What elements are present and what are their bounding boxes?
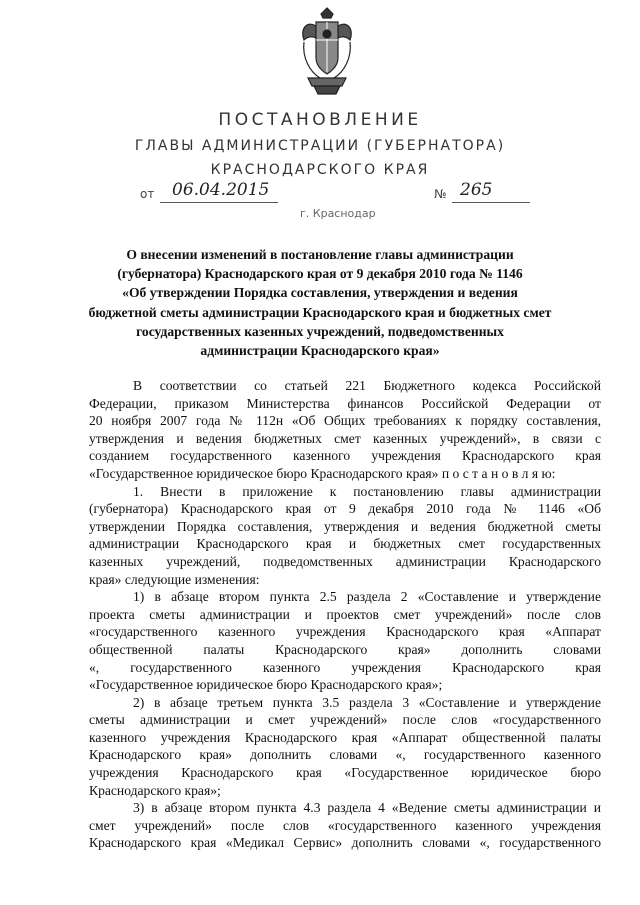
handwritten-date: 06.04.2015 [172,180,270,200]
body-line: учреждения Краснодарского края «Государственное юридическое бюро [89,765,601,781]
body-line: 1) в абзаце втором пункта 2.5 раздела 2 «Составление и утверждение [133,589,601,605]
body-line: 20 ноября 2007 года № 112н «Об Общих требованиях к порядку составления, [89,413,601,429]
body-line: 1. Внести в приложение к постановлению главы администрации [133,483,601,499]
body-line: созданием государственного казенного учреждения Краснодарского края [89,448,601,464]
body-line: смет учреждений» после слов «государственного казенного учреждения [89,817,601,833]
body-line: проекта сметы администрации и проектов смет учреждений» после слов [89,606,601,622]
handwritten-number: 265 [460,180,493,200]
body-line: Краснодарского края «Медикал Сервис» дополнить словами «, государственного [89,835,601,851]
document-type-heading: ПОСТАНОВЛЕНИЕ [218,110,422,130]
body-line: казенных учреждений, подведомственных администрации Краснодарского [89,553,601,569]
body-line: «государственного казенного учреждения Краснодарского края «Аппарат [89,624,601,640]
body-line: утверждения и ведения бюджетных смет казенных учреждений», в связи с [89,430,601,446]
body-line: 3) в абзаце втором пункта 4.3 раздела 4 «Ведение сметы администрации и [133,800,601,816]
body-line: администрации Краснодарского края и бюджетных смет государственных [89,536,601,552]
title-line: (губернатора) Краснодарского края от 9 декабря 2010 года № 1146 [117,266,523,282]
body-line: В соответствии со статьей 221 Бюджетного кодекса Российской [133,378,601,393]
body-line: Федерации, приказом Министерства финансов Российской Федерации от [89,395,601,411]
number-prefix: № [434,187,447,201]
issuing-authority-heading: ГЛАВЫ АДМИНИСТРАЦИИ (ГУБЕРНАТОРА) [134,138,506,154]
body-line: казенного учреждения Краснодарского края «Аппарат общественной палаты [89,729,601,745]
document-title [70,245,570,360]
body-line: утверждении Порядка составления, утверждения и ведения бюджетной сметы [89,518,601,534]
body-line: «, государственного казенного учреждения Краснодарского края [89,659,601,675]
body-line: «Государственное юридическое бюро Краснодарского края» п о с т а н о в л я ю: [89,465,556,481]
date-prefix: от [140,187,155,201]
title-line: администрации Краснодарского края» [200,343,440,359]
body-line: 2) в абзаце третьем пункта 3.5 раздела 3 «Составление и утверждение [133,694,601,710]
region-heading: КРАСНОДАРСКОГО КРАЯ [210,162,430,178]
body-line: общественной палаты Краснодарского края» дополнить словами [89,641,601,657]
body-line: (губернатора) Краснодарского края от 9 декабря 2010 года № 1146 «Об [89,501,601,517]
document-body [89,377,601,852]
body-line: Краснодарского края» дополнить словами «, государственного казенного [89,747,601,763]
body-line: Краснодарского края»; [89,782,221,798]
coat-of-arms-emblem [296,6,358,98]
body-line: края» следующие изменения: [89,571,260,587]
number-underline [452,202,530,203]
date-underline [160,202,278,203]
title-line: О внесении изменений в постановление главы администрации [126,247,514,262]
city-label: г. Краснодар [300,207,376,220]
title-line: бюджетной сметы администрации Краснодарского края и бюджетных смет [88,304,552,320]
body-line: «Государственное юридическое бюро Краснодарского края»; [89,677,443,693]
body-line: сметы администрации и смет учреждений» после слов «государственного [89,712,601,728]
title-line: «Об утверждении Порядка составления, утверждения и ведения [122,285,518,301]
title-line: государственных казенных учреждений, подведомственных [136,323,504,339]
